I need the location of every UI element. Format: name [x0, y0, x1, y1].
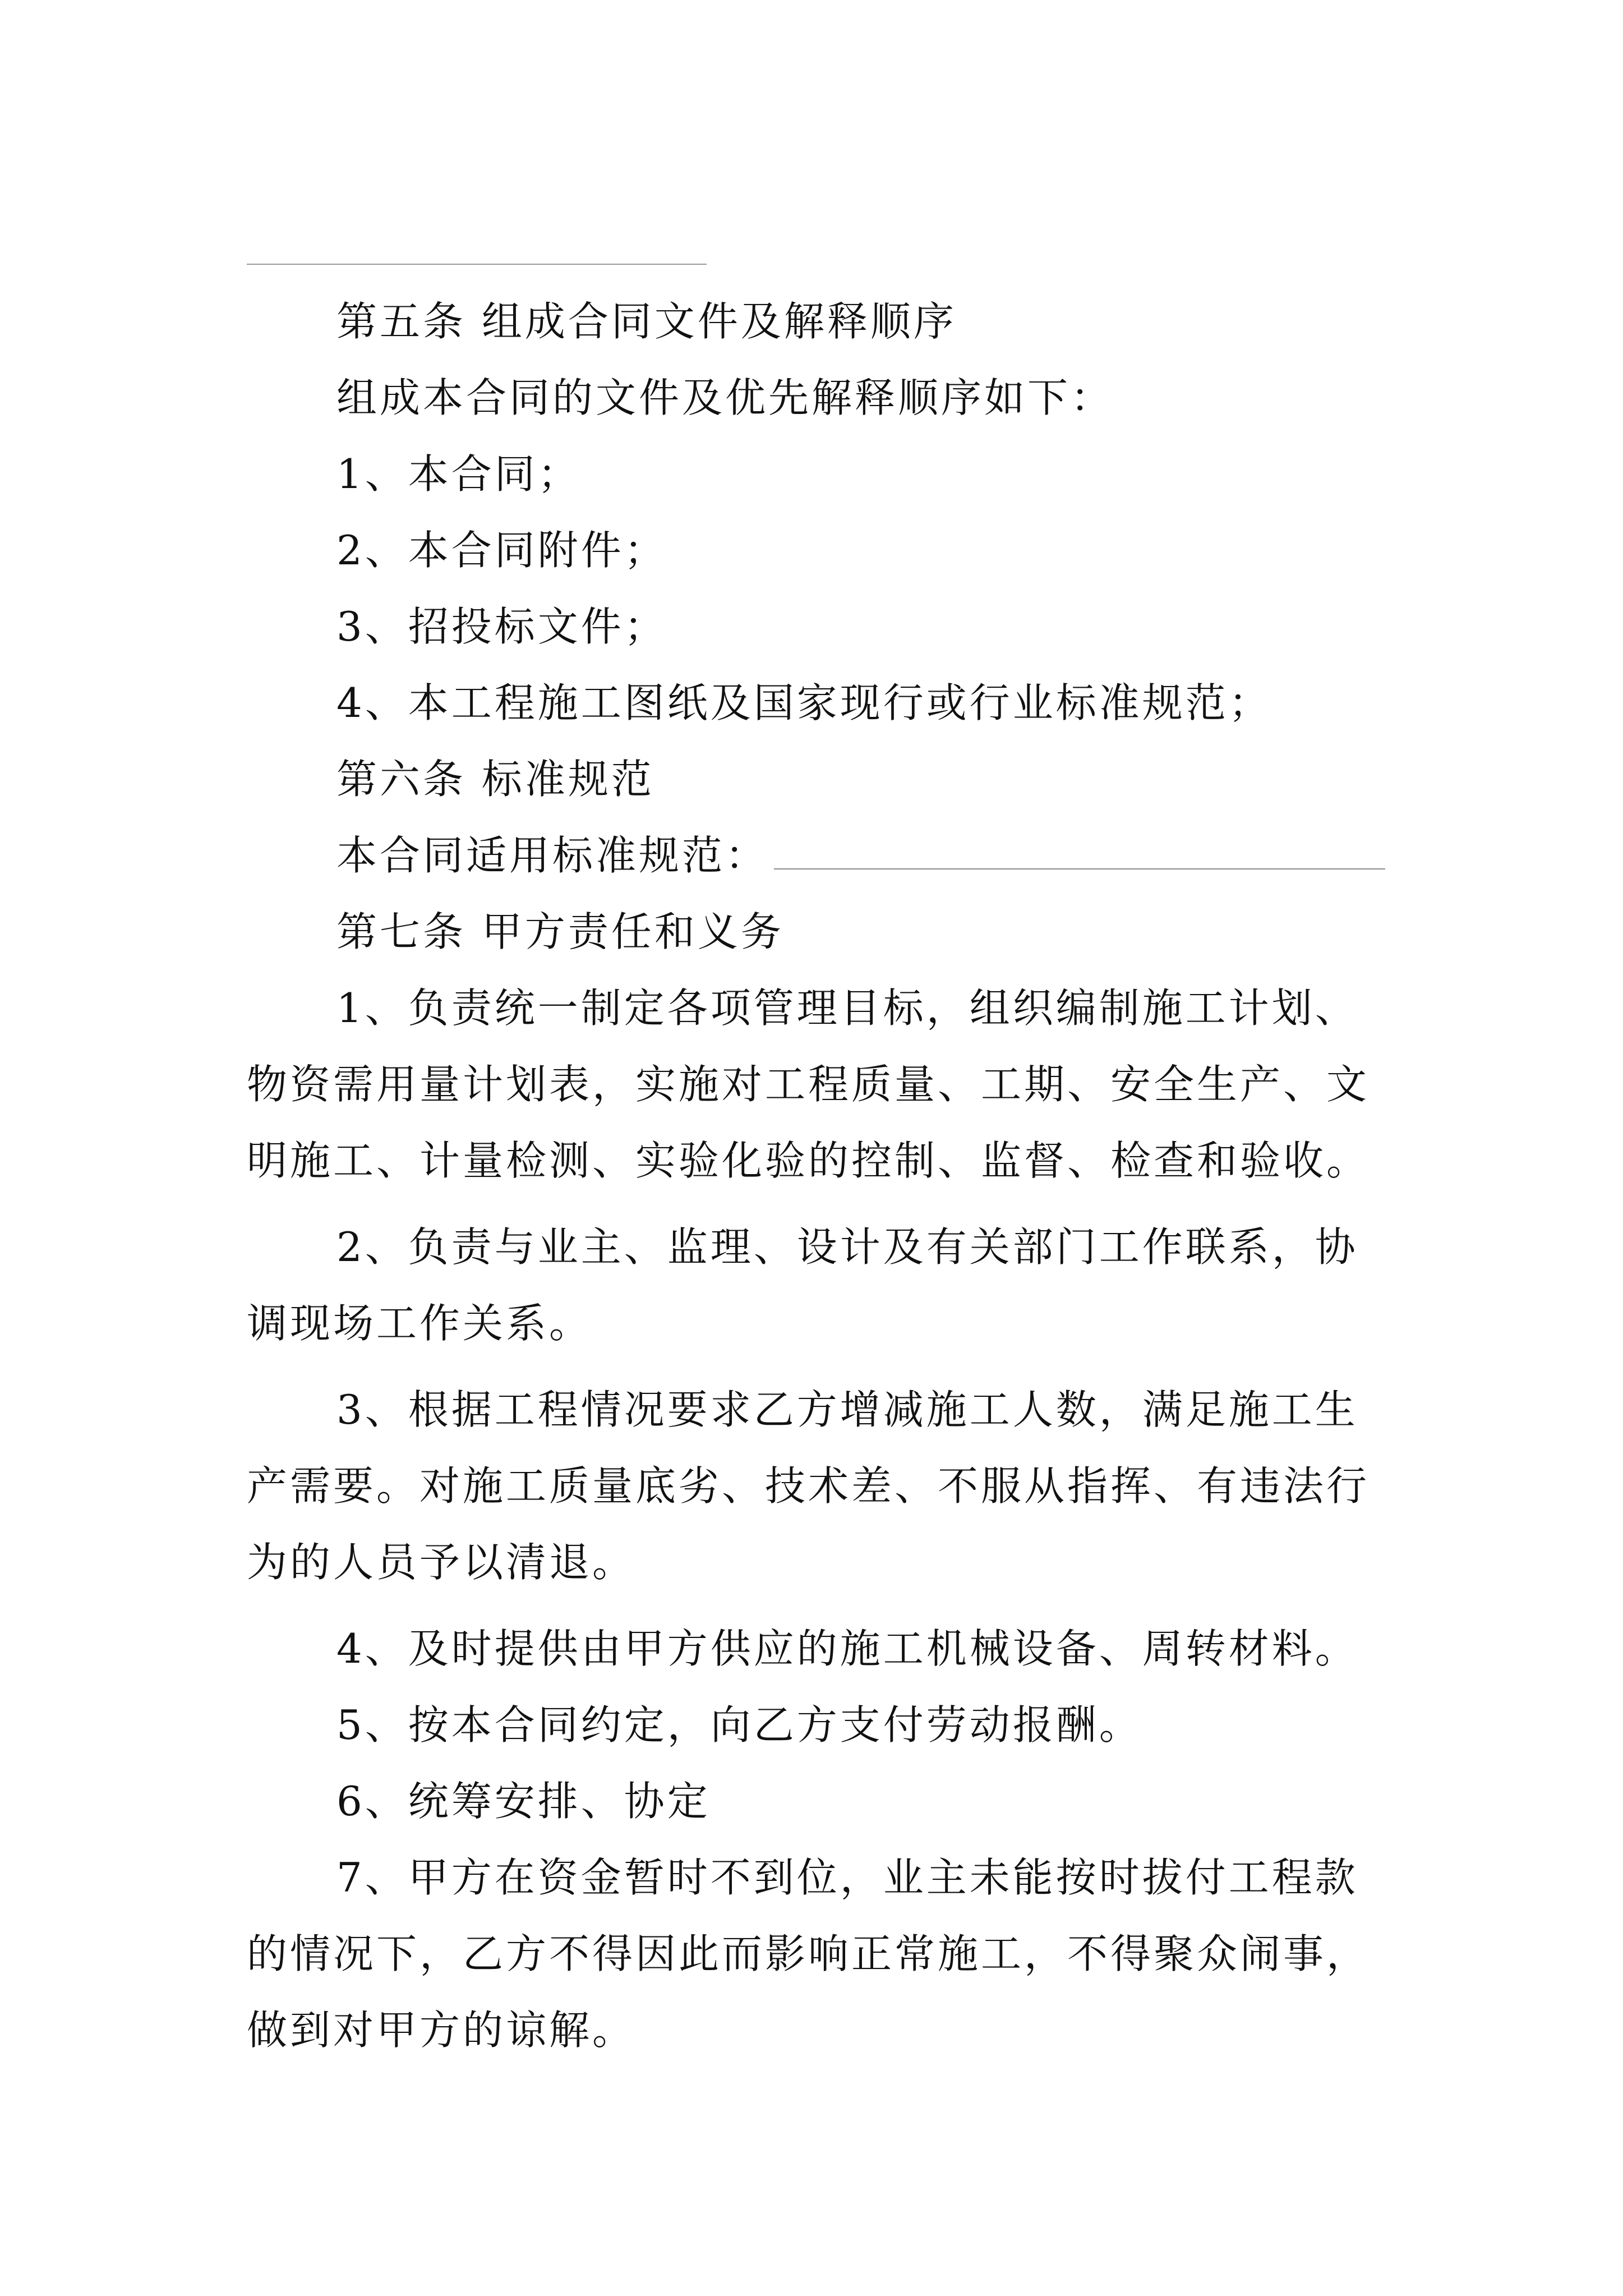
article-5-title: 第五条 组成合同文件及解释顺序 [336, 298, 957, 345]
clause-3 [247, 1372, 1391, 1600]
paragraph-line: 做到对甲方的谅解。 [247, 2007, 636, 2054]
clause-7 [247, 1839, 1391, 2068]
header-rule [247, 264, 707, 265]
article-5-intro: 组成本合同的文件及优先解释顺序如下： [336, 374, 1114, 421]
paragraph-line: 4、及时提供由甲方供应的施工机械设备、周转材料。 [336, 1625, 1358, 1672]
clause-6 [247, 1763, 1391, 1839]
standards-blank-field[interactable] [774, 868, 1385, 869]
clause-5 [247, 1687, 1391, 1763]
paragraph-line: 6、统筹安排、协定 [336, 1778, 711, 1825]
standards-line [247, 817, 1391, 894]
paragraph-line: 3、根据工程情况要求乙方增减施工人数，满足施工生 [336, 1386, 1358, 1433]
paragraph-line: 5、按本合同约定，向乙方支付劳动报酬。 [336, 1701, 1142, 1749]
article-7-title: 第七条 甲方责任和义务 [336, 908, 784, 955]
paragraph-line: 2、负责与业主、监理、设计及有关部门工作联系，协 [336, 1223, 1358, 1271]
clause-1 [247, 970, 1391, 1199]
paragraph-line: 7、甲方在资金暂时不到位，业主未能按时拔付工程款 [336, 1854, 1358, 1901]
contract-body [247, 283, 1391, 2068]
paragraph-line: 物资需用量计划表，实施对工程质量、工期、安全生产、文 [247, 1061, 1370, 1108]
paragraph-line: 的情况下，乙方不得因此而影响正常施工，不得聚众闹事， [247, 1930, 1370, 1977]
list-item: 4、本工程施工图纸及国家现行或行业标准规范； [336, 679, 1272, 726]
list-item: 2、本合同附件； [336, 527, 667, 574]
article-6-title: 第六条 标准规范 [336, 756, 654, 803]
clause-4 [247, 1611, 1391, 1687]
list-item: 3、招投标文件； [336, 603, 667, 650]
paragraph-line: 为的人员予以清退。 [247, 1539, 636, 1586]
standards-label: 本合同适用标准规范： [336, 832, 769, 879]
paragraph-line: 调现场工作关系。 [247, 1300, 593, 1347]
list-item: 1、本合同； [336, 450, 581, 498]
paragraph-line: 1、负责统一制定各项管理目标，组织编制施工计划、 [336, 984, 1358, 1032]
paragraph-line: 产需要。对施工质量底劣、技术差、不服从指挥、有违法行 [247, 1462, 1370, 1510]
clause-2 [247, 1209, 1391, 1361]
paragraph-line: 明施工、计量检测、实验化验的控制、监督、检查和验收。 [247, 1137, 1370, 1184]
